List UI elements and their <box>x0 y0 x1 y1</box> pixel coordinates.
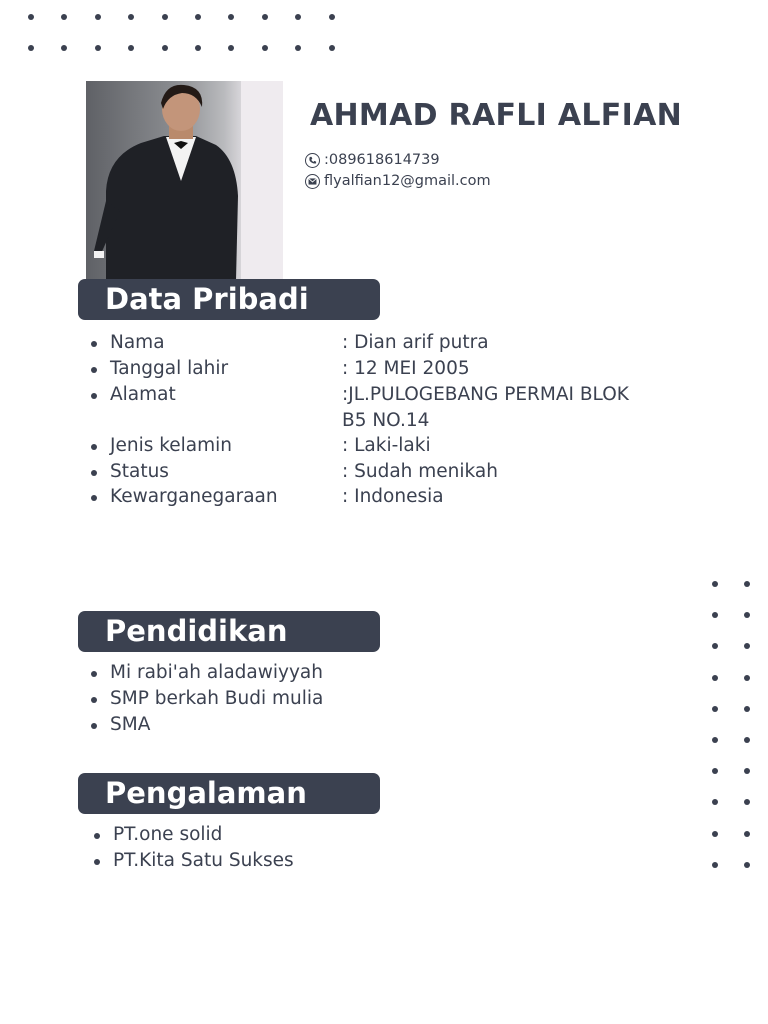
decorative-dot <box>262 45 268 51</box>
decorative-dot <box>262 14 268 20</box>
email-address: flyalfian12@gmail.com <box>324 173 491 189</box>
field-label: Nama <box>110 332 165 353</box>
list-item: Mi rabi'ah aladawiyyah <box>110 662 323 683</box>
field-value: : Laki-laki <box>342 435 431 456</box>
list-item: PT.Kita Satu Sukses <box>113 850 294 871</box>
decorative-dot <box>712 799 718 805</box>
field-value: : 12 MEI 2005 <box>342 358 470 379</box>
email-icon <box>305 174 320 189</box>
decorative-dot <box>61 14 67 20</box>
list-item <box>110 358 470 379</box>
decorative-dots-top <box>28 14 348 58</box>
list-item <box>110 461 498 482</box>
list-item: SMP berkah Budi mulia <box>110 688 324 709</box>
decorative-dot <box>744 612 750 618</box>
candidate-name: AHMAD RAFLI ALFIAN <box>310 98 682 133</box>
section-header-experience: Pengalaman <box>78 773 380 814</box>
field-label: Tanggal lahir <box>110 358 229 379</box>
email-contact <box>305 173 491 189</box>
phone-contact <box>305 152 440 168</box>
field-value: : Dian arif putra <box>342 332 489 353</box>
decorative-dot <box>712 862 718 868</box>
decorative-dot <box>712 706 718 712</box>
decorative-dot <box>195 14 201 20</box>
list-item <box>110 332 489 353</box>
decorative-dot <box>95 45 101 51</box>
field-label: Status <box>110 461 169 482</box>
decorative-dot <box>712 675 718 681</box>
field-label: Alamat <box>110 384 176 405</box>
field-label: Kewarganegaraan <box>110 486 278 507</box>
list-item <box>110 384 629 431</box>
decorative-dot <box>712 831 718 837</box>
field-label: Jenis kelamin <box>110 435 233 456</box>
profile-photo <box>86 81 283 280</box>
phone-number: :089618614739 <box>324 152 440 168</box>
field-value-continued: B5 NO.14 <box>342 410 430 431</box>
section-header-education: Pendidikan <box>78 611 380 652</box>
decorative-dot <box>195 45 201 51</box>
decorative-dot <box>128 45 134 51</box>
decorative-dot <box>744 706 750 712</box>
decorative-dot <box>712 737 718 743</box>
decorative-dot <box>712 643 718 649</box>
decorative-dot <box>744 643 750 649</box>
decorative-dot <box>128 14 134 20</box>
decorative-dot <box>28 45 34 51</box>
decorative-dot <box>28 14 34 20</box>
decorative-dot <box>744 581 750 587</box>
field-value: : Sudah menikah <box>342 461 498 482</box>
decorative-dot <box>744 862 750 868</box>
phone-icon <box>305 153 320 168</box>
decorative-dot <box>329 45 335 51</box>
decorative-dot <box>744 799 750 805</box>
decorative-dot <box>712 612 718 618</box>
decorative-dot <box>744 831 750 837</box>
decorative-dot <box>712 768 718 774</box>
list-item <box>110 435 431 456</box>
decorative-dot <box>744 768 750 774</box>
decorative-dot <box>162 14 168 20</box>
decorative-dots-right <box>712 581 762 881</box>
decorative-dot <box>295 45 301 51</box>
decorative-dot <box>744 675 750 681</box>
section-header-personal: Data Pribadi <box>78 279 380 320</box>
decorative-dot <box>61 45 67 51</box>
field-value: :JL.PULOGEBANG PERMAI BLOK <box>342 384 629 405</box>
decorative-dot <box>228 14 234 20</box>
decorative-dot <box>744 737 750 743</box>
list-item: PT.one solid <box>113 824 223 845</box>
person-silhouette-icon <box>86 81 283 280</box>
field-value: : Indonesia <box>342 486 444 507</box>
decorative-dot <box>162 45 168 51</box>
decorative-dot <box>712 581 718 587</box>
decorative-dot <box>228 45 234 51</box>
decorative-dot <box>329 14 335 20</box>
decorative-dot <box>295 14 301 20</box>
list-item <box>110 486 444 507</box>
decorative-dot <box>95 14 101 20</box>
list-item: SMA <box>110 714 151 735</box>
